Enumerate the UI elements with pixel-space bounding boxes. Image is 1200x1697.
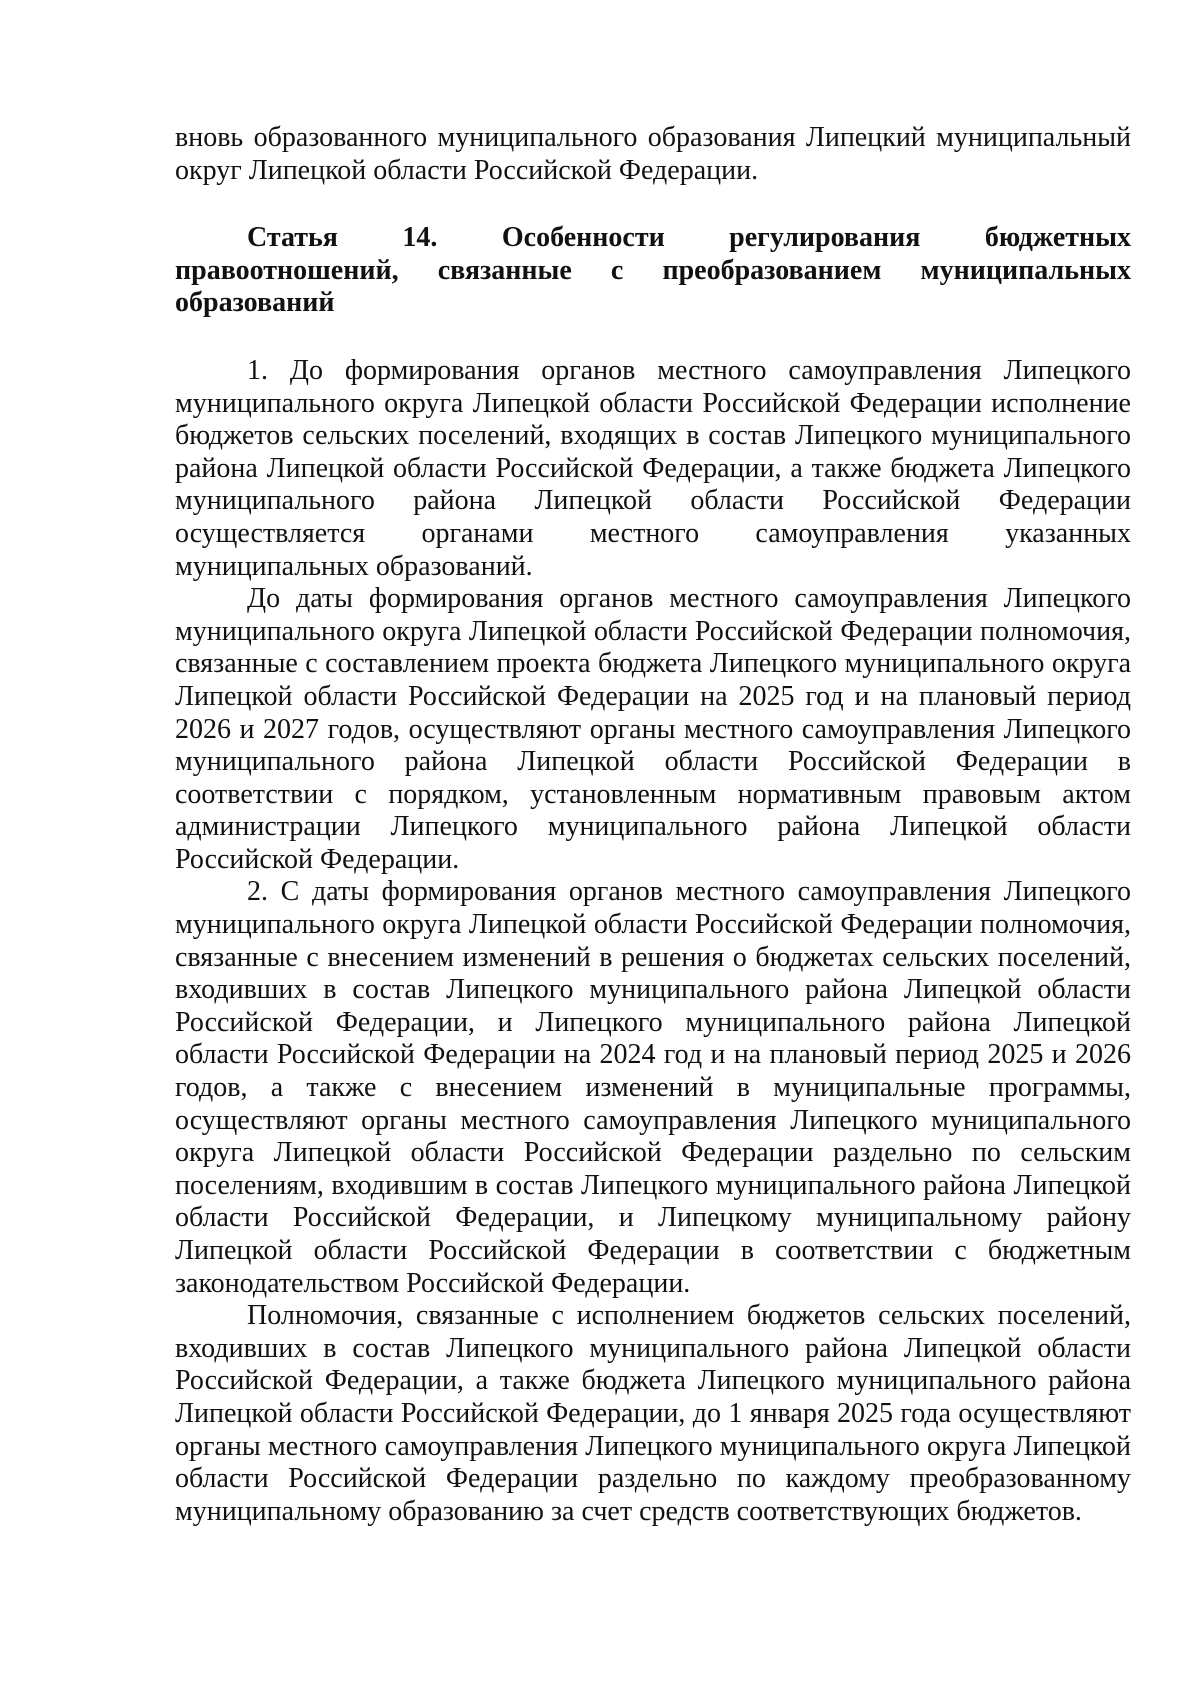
article-heading: Статья 14. Особенности регулирования бюджетных правоотношений, связанные с преобразованием муниципальных образований	[175, 222, 1131, 319]
continuation-paragraph: вновь образованного муниципального образования Липецкий муниципальный округ Липецкой области Российской Федерации.	[175, 122, 1131, 186]
document-page	[175, 0, 1131, 1697]
paragraph-1: 1. До формирования органов местного самоуправления Липецкого муниципального округа Липецкой области Российской Федерации исполнение бюджетов сельских поселений, входящих в состав Липецкого муниципального района Липецкой области Российской Федерации, а также бюджета Липецкого муниципального района Липецкой области Российской Федерации осуществляется органами местного самоуправления указанных муниципальных образований.	[175, 354, 1131, 582]
paragraph-4: Полномочия, связанные с исполнением бюджетов сельских поселений, входивших в состав Липецкого муниципального района Липецкой области Российской Федерации, а также бюджета Липецкого муниципального района Липецкой области Российской Федерации, до 1 января 2025 года осуществляют органы местного самоуправления Липецкого муниципального округа Липецкой области Российской Федерации раздельно по каждому преобразованному муниципальному образованию за счет средств соответствующих бюджетов.	[175, 1300, 1131, 1527]
paragraph-2: До даты формирования органов местного самоуправления Липецкого муниципального округа Липецкой области Российской Федерации полномочия, связанные с составлением проекта бюджета Липецкого муниципального округа Липецкой области Российской Федерации на 2025 год и на плановый период 2026 и 2027 годов, осуществляют органы местного самоуправления Липецкого муниципального района Липецкой области Российской Федерации в соответствии с порядком, установленным нормативным правовым актом администрации Липецкого муниципального района Липецкой области Российской Федерации.	[175, 583, 1131, 875]
paragraph-3: 2. С даты формирования органов местного самоуправления Липецкого муниципального округа Липецкой области Российской Федерации полномочия, связанные с внесением изменений в решения о бюджетах сельских поселений, входивших в состав Липецкого муниципального района Липецкой области Российской Федерации, и Липецкого муниципального района Липецкой области Российской Федерации на 2024 год и на плановый период 2025 и 2026 годов, а также с внесением изменений в муниципальные программы, осуществляют органы местного самоуправления Липецкого муниципального округа Липецкой области Российской Федерации раздельно по сельским поселениям, входившим в состав Липецкого муниципального района Липецкой области Российской Федерации, и Липецкому муниципальному району Липецкой области Российской Федерации в соответствии с бюджетным законодательством Российской Федерации.	[175, 876, 1131, 1299]
